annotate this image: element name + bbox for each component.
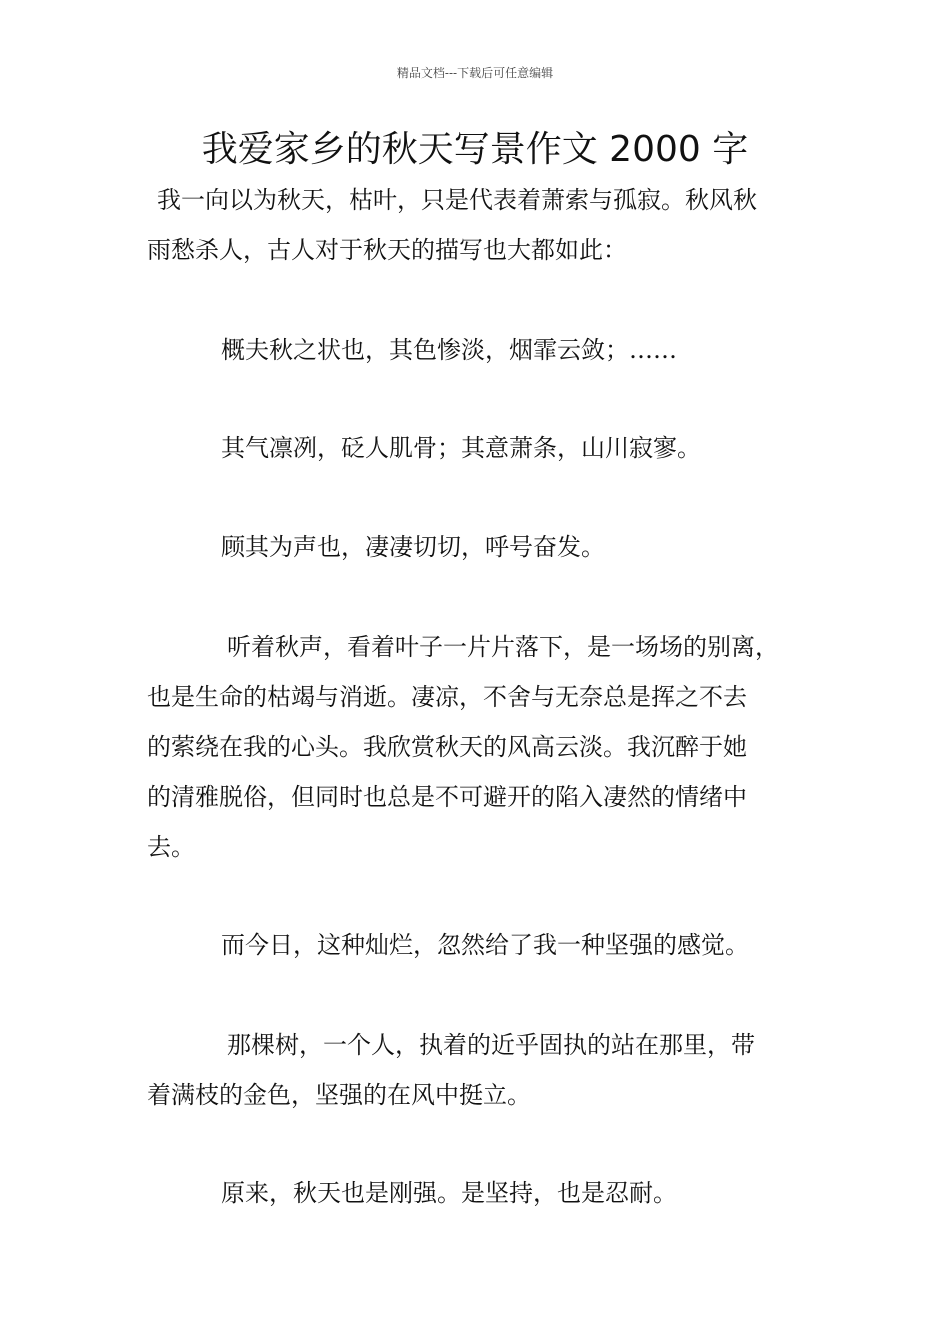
paragraph-line: 的萦绕在我的心头。我欣赏秋天的风高云淡。我沉醉于她	[147, 733, 747, 761]
paragraph-6	[147, 920, 827, 970]
paragraph-line: 去。	[147, 833, 195, 861]
paragraph-5	[147, 622, 827, 872]
paragraph-line: 也是生命的枯竭与消逝。凄凉，不舍与无奈总是挥之不去	[147, 683, 747, 711]
paragraph-line: 那棵树，一个人，执着的近乎固执的站在那里，带	[227, 1031, 755, 1059]
paragraph-line: 听着秋声，看着叶子一片片落下，是一场场的别离，	[227, 633, 779, 661]
paragraph-8	[147, 1168, 827, 1218]
paragraph-line: 原来，秋天也是刚强。是坚持，也是忍耐。	[221, 1179, 677, 1207]
paragraph-line: 我一向以为秋天，枯叶，只是代表着萧索与孤寂。秋风秋	[157, 186, 757, 214]
paragraph-line: 而今日，这种灿烂，忽然给了我一种坚强的感觉。	[221, 931, 749, 959]
paragraph-line: 雨愁杀人，古人对于秋天的描写也大都如此：	[147, 236, 627, 264]
paragraph-4	[147, 522, 827, 572]
paragraph-7	[147, 1020, 827, 1120]
paragraph-line: 的清雅脱俗，但同时也总是不可避开的陷入凄然的情绪中	[147, 783, 747, 811]
paragraph-line: 顾其为声也，凄凄切切，呼号奋发。	[221, 533, 605, 561]
page-header: 精品文档---下载后可任意编辑	[396, 66, 554, 80]
document-title: 我爱家乡的秋天写景作文 2000 字	[201, 129, 749, 170]
paragraph-3	[147, 423, 827, 473]
paragraph-1	[147, 175, 827, 275]
paragraph-line: 着满枝的金色，坚强的在风中挺立。	[147, 1081, 531, 1109]
paragraph-line: 概夫秋之状也，其色惨淡，烟霏云敛；……	[221, 336, 677, 364]
paragraph-2	[147, 325, 827, 375]
paragraph-line: 其气凛冽，砭人肌骨；其意萧条，山川寂寥。	[221, 434, 701, 462]
